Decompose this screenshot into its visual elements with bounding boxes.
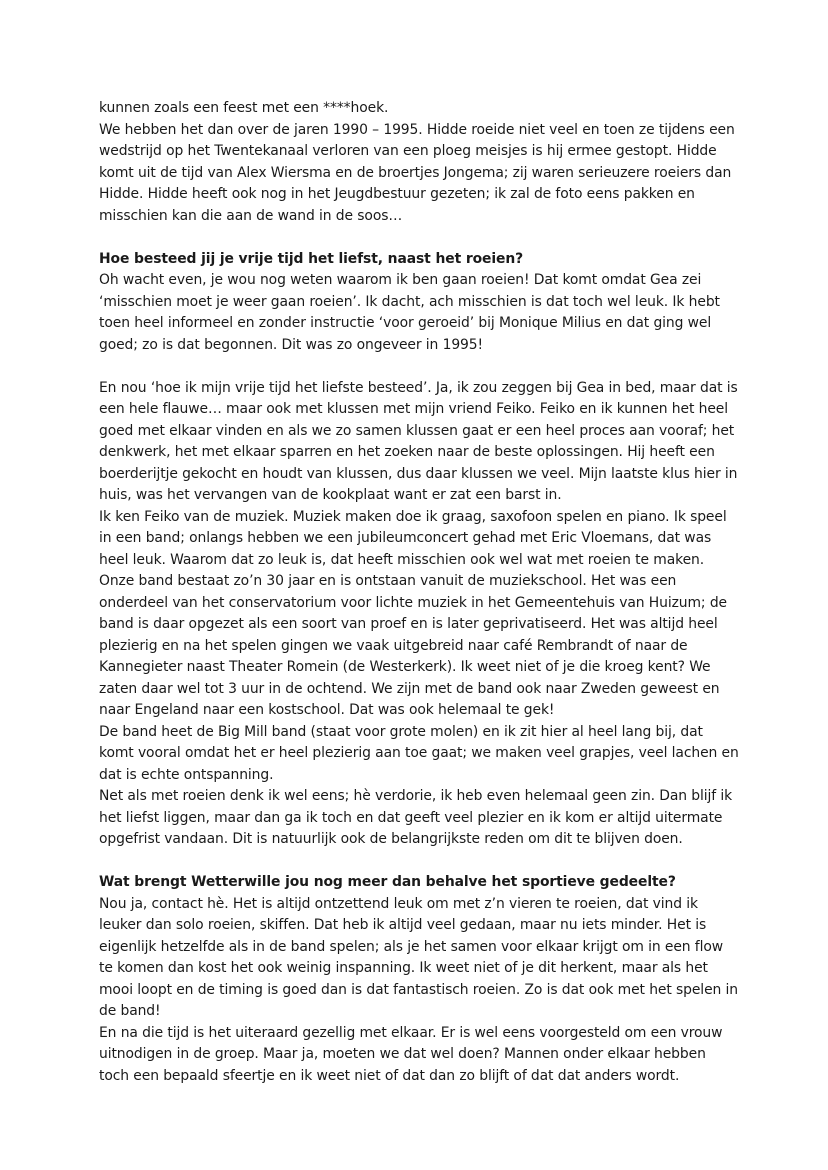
paragraph-music: Ik ken Feiko van de muziek. Muziek maken doe ik graag, saxofoon spelen en piano. Ik speel in een band; onlangs hebben we een jubileumconcert gehad met Eric Vloemans, dat was heel leuk. Waarom dat zo leuk is, dat heeft misschien ook wel wat met roeien te maken.	[99, 508, 727, 568]
paragraph-gap	[99, 851, 739, 873]
question-heading-free-time: Hoe besteed jij je vrije tijd het liefst, naast het roeien?	[99, 250, 524, 267]
paragraph-together: En na die tijd is het uiteraard gezellig met elkaar. Er is wel eens voorgesteld om een vrouw uitnodigen in de groep. Maar ja, moeten we dat wel doen? Mannen onder elkaar hebben toch een bepaald sfeertje en ik weet niet of dat dan zo blijft of dat dat anders wordt.	[99, 1024, 723, 1084]
paragraph-hidde: We hebben het dan over de jaren 1990 – 1995. Hidde roeide niet veel en toen ze tijdens een wedstrijd op het Twentekanaal verloren van een ploeg meisjes is hij ermee gestopt. Hidde komt uit de tijd van Alex Wiersma en de broertjes Jongema; zij waren serieuzere roeiers dan Hidde. Hidde heeft ook nog in het Jeugdbestuur gezeten; ik zal de foto eens pakken en misschien kan die aan de wand in de soos…	[99, 121, 735, 224]
paragraph-free-time: En nou ‘hoe ik mijn vrije tijd het liefste besteed’. Ja, ik zou zeggen bij Gea in bed, maar dat is een hele flauwe… maar ook met klussen met mijn vriend Feiko. Feiko en ik kunnen het heel goed met elkaar vinden en als we zo samen klussen gaat er een heel proces aan vooraf; het denkwerk, het met elkaar sparren en het zoeken naar de beste oplossingen. Hij heeft een boerderijtje gekocht en houdt van klussen, dus daar klussen we veel. Mijn laatste klus hier in huis, was het vervangen van de kookplaat want er zat een barst in.	[99, 379, 738, 503]
paragraph-contact: Nou ja, contact hè. Het is altijd ontzettend leuk om met z’n vieren te roeien, dat vind ik leuker dan solo roeien, skiffen. Dat heb ik altijd veel gedaan, maar nu iets minder. Het is eigenlijk hetzelfde als in de band spelen; als je het samen voor elkaar krijgt om in een flow te komen dan kost het ook weinig inspanning. Ik weet niet of je dit herkent, maar als het mooi loopt en de timing is goed dan is dat fantastisch roeien. Zo is dat ook met het spelen in de band!	[99, 895, 738, 1019]
paragraph-gap	[99, 356, 739, 378]
document-page	[99, 98, 739, 1087]
paragraph-intro-end: kunnen zoals een feest met een ****hoek.	[99, 100, 389, 116]
question-heading-wetterwille: Wat brengt Wetterwille jou nog meer dan behalve het sportieve gedeelte?	[99, 874, 676, 890]
paragraph-why-rowing: Oh wacht even, je wou nog weten waarom ik ben gaan roeien! Dat komt omdat Gea zei ‘misschien moet je weer gaan roeien’. Ik dacht, ach misschien is dat toch wel leuk. Ik hebt toen heel informeel en zonder instructie ‘voor geroeid’ bij Monique Milius en dat ging wel goed; zo is dat begonnen. Dit was zo ongeveer in 1995!	[99, 272, 720, 353]
paragraph-gap	[99, 227, 739, 249]
paragraph-band-history: Onze band bestaat zo’n 30 jaar en is ontstaan vanuit de muziekschool. Het was een onderdeel van het conservatorium voor lichte muziek in het Gemeentehuis van Huizum; de band is daar opgezet als een soort van proef en is later geprivatiseerd. Het was altijd heel plezierig en na het spelen gingen we vaak uitgebreid naar café Rembrandt of naar de Kannegieter naast Theater Romein (de Westerkerk). Ik weet niet of je die kroeg kent? We zaten daar wel tot 3 uur in de ochtend. We zijn met de band ook naar Zweden geweest en naar Engeland naar een kostschool. Dat was ook helemaal te gek!	[99, 573, 727, 718]
paragraph-motivation: Net als met roeien denk ik wel eens; hè verdorie, ik heb even helemaal geen zin. Dan blijf ik het liefst liggen, maar dan ga ik toch en dat geeft veel plezier en ik kom er altijd uitermate opgefrist vandaan. Dit is natuurlijk ook de belangrijkste reden om dit te blijven doen.	[99, 788, 733, 847]
paragraph-big-mill-band: De band heet de Big Mill band (staat voor grote molen) en ik zit hier al heel lang bij, dat komt vooral omdat het er heel plezierig aan toe gaat; we maken veel grapjes, veel lachen en dat is echte ontspanning.	[99, 723, 739, 783]
